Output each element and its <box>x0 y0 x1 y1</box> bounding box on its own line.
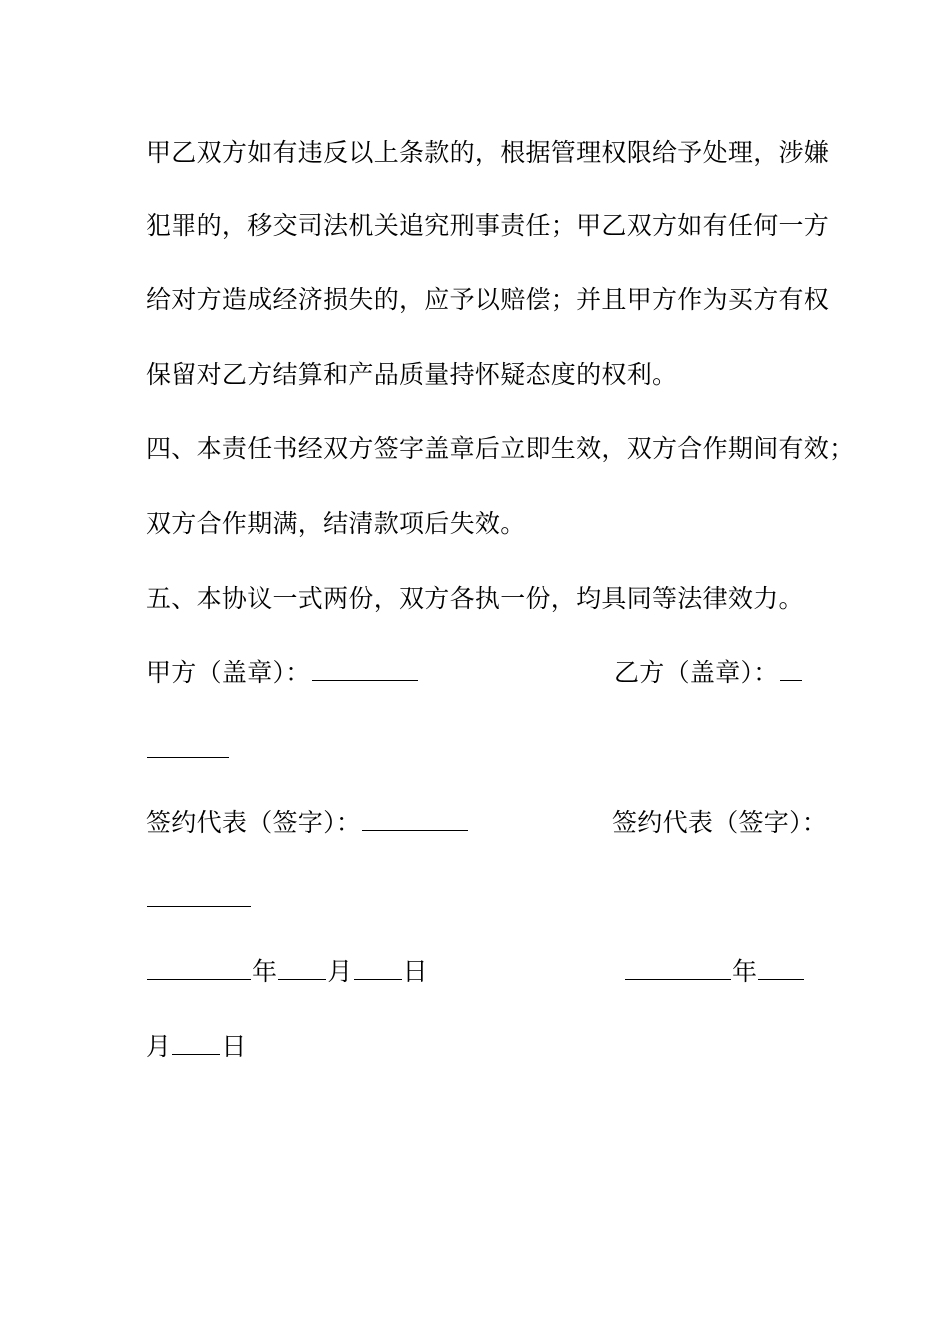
date-b-day-label: 日 <box>221 1032 247 1061</box>
date-a-day-blank <box>354 959 402 980</box>
paragraph-line-4: 保留对乙方结算和产品质量持怀疑态度的权利。 <box>146 360 678 389</box>
rep-b-blank-wrap <box>146 884 252 914</box>
date-a-day-label: 日 <box>402 957 428 986</box>
date-a-month-blank <box>278 959 326 980</box>
party-b-seal-label: 乙方（盖章）： <box>614 658 779 687</box>
paragraph-line-3: 给对方造成经济损失的，应予以赔偿；并且甲方作为买方有权 <box>146 285 830 314</box>
party-b-seal-blank-wrap <box>146 735 230 765</box>
date-b-year-blank <box>625 959 731 980</box>
date-b-month-label: 月 <box>146 1032 172 1061</box>
date-b-row <box>624 957 805 987</box>
date-b-year-label: 年 <box>732 957 758 986</box>
party-b-seal-blank <box>780 660 802 681</box>
rep-a-row <box>146 808 469 838</box>
party-a-seal-blank <box>312 660 418 681</box>
clause-four-line-1: 四、本责任书经双方签字盖章后立即生效，双方合作期间有效； <box>146 434 855 463</box>
party-a-seal-label: 甲方（盖章）： <box>146 658 311 687</box>
clause-five: 五、本协议一式两份，双方各执一份，均具同等法律效力。 <box>146 584 804 613</box>
party-a-seal-row <box>146 658 419 688</box>
clause-four-line-2: 双方合作期满，结清款项后失效。 <box>146 509 526 538</box>
rep-b-blank <box>147 886 251 907</box>
date-a-row <box>146 957 428 987</box>
party-b-seal-row <box>614 658 803 688</box>
paragraph-line-1: 甲乙双方如有违反以上条款的，根据管理权限给予处理，涉嫌 <box>146 138 830 167</box>
rep-a-blank <box>362 810 468 831</box>
date-b-row-cont <box>146 1032 247 1062</box>
rep-b-row <box>612 808 827 838</box>
party-b-seal-blank-cont <box>147 737 229 758</box>
rep-b-label: 签约代表（签字）： <box>612 808 828 837</box>
date-a-year-label: 年 <box>252 957 278 986</box>
date-a-year-blank <box>147 959 251 980</box>
date-a-month-label: 月 <box>327 957 353 986</box>
date-b-month-blank <box>758 959 804 980</box>
date-b-day-blank <box>172 1034 220 1055</box>
paragraph-line-2: 犯罪的，移交司法机关追究刑事责任；甲乙双方如有任何一方 <box>146 211 830 240</box>
rep-a-label: 签约代表（签字）： <box>146 808 362 837</box>
